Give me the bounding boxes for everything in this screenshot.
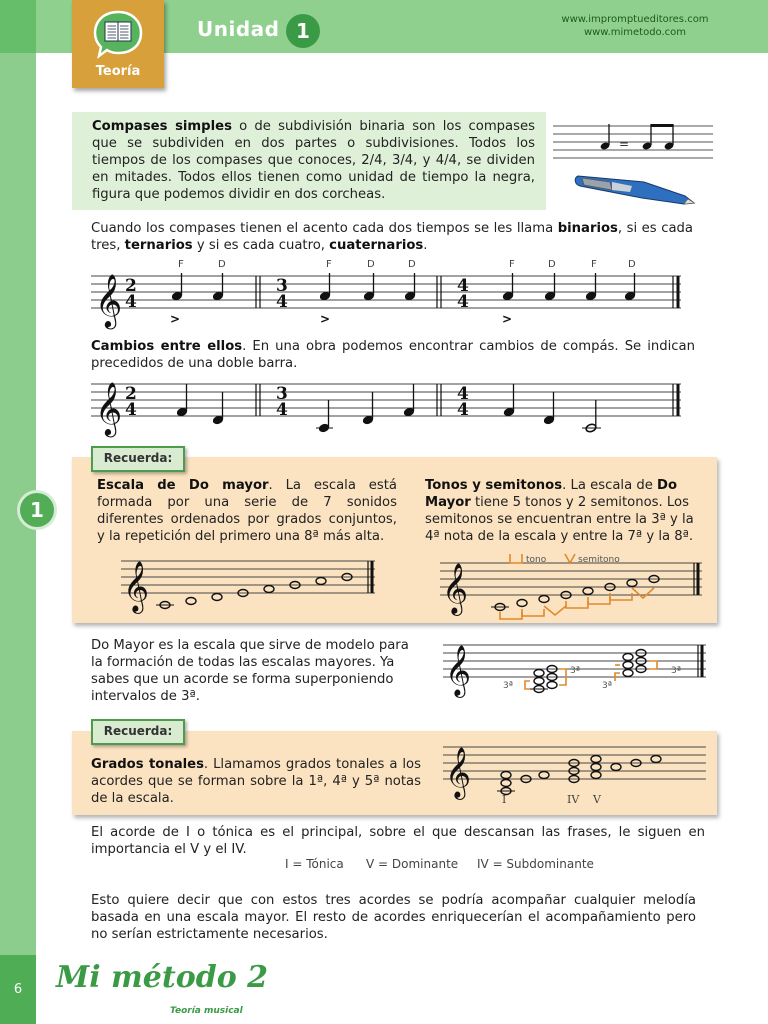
accent-mark: > [320, 312, 331, 326]
timesig-2-4-bottom: 4 [125, 292, 137, 312]
domayor-paragraph: Do Mayor es la escala que sirve de modelo para la formación de todas las escalas mayores. Ya sabes que un acorde se forma superponiendo intervalos de 3ª. [91, 638, 409, 704]
timesig-2-4-top: 2 [125, 276, 137, 296]
accent-patterns-staff [91, 256, 681, 326]
pen-icon [572, 172, 696, 206]
svg-text:𝄞: 𝄞 [95, 273, 123, 327]
svg-text:𝄞: 𝄞 [445, 645, 472, 696]
timesig-3-4-top: 3 [276, 276, 288, 296]
degree-roman-V: V [593, 793, 601, 806]
timesig-3-4-bottom: 4 [276, 400, 288, 420]
weak-beat-label: D [628, 259, 636, 270]
tonal-degrees-staff [443, 740, 706, 808]
timesig-4-4-bottom: 4 [457, 400, 469, 420]
brand-subtitle: Teoría musical [170, 1006, 243, 1016]
grados-text: Grados tonales. Llamamos grados tonales a los acordes que se forman sobre la 1ª, 4ª y 5ª notas de la escala. [91, 757, 421, 806]
meter-change-staff [91, 372, 681, 434]
svg-text:𝄞: 𝄞 [445, 747, 472, 798]
strong-beat-label: F [591, 259, 597, 270]
weak-beat-label: D [408, 259, 416, 270]
tonica-label: I = Tónica [285, 857, 344, 871]
acorde-paragraph: El acorde de I o tónica es el principal, sobre el que descansan las frases, le siguen en importancia el V y el IV. [91, 825, 705, 857]
book-speech-icon [92, 9, 144, 61]
svg-text:𝄞: 𝄞 [123, 561, 150, 612]
recuerda-label: Recuerda: [91, 446, 185, 472]
accent-mark: > [170, 312, 181, 326]
c-major-scale-staff [121, 557, 375, 615]
cambios-paragraph: Cambios entre ellos. En una obra podemos encontrar cambios de compás. Se indican precedidos de una doble barra. [91, 339, 695, 371]
timesig-4-4-top: 4 [457, 384, 469, 404]
weak-beat-label: D [548, 259, 556, 270]
third-label: 3ª [570, 666, 580, 676]
subdominante-label: IV = Subdominante [477, 857, 594, 871]
equals-sign: = [619, 137, 630, 151]
timesig-4-4-top: 4 [457, 276, 469, 296]
quarter-equals-eighths-staff [553, 124, 713, 164]
page-number: 6 [13, 982, 23, 997]
legend-semitono: semitono [578, 555, 620, 565]
timesig-2-4-top: 2 [125, 384, 137, 404]
escala-text: Escala de Do mayor. La escala está formada por una serie de 7 sonidos diferentes ordenados por grados conjuntos, y la repetición del primero una 8ª más alta. [97, 478, 397, 544]
tones-semitones-staff [440, 551, 702, 625]
section-label: Teoría [95, 64, 141, 79]
tonos-text: Tonos y semitonos. La escala de Do Mayor tiene 5 tonos y 2 semitonos. Los semitonos se encuentran entre la 3ª y la 4ª nota de la escala y entre la 7ª y la 8ª. [425, 478, 694, 544]
brand-logo-text: Mi método 2 [56, 960, 269, 995]
degree-roman-I: I [502, 793, 507, 806]
timesig-3-4-top: 3 [276, 384, 288, 404]
final-paragraph: Esto quiere decir que con estos tres acordes se podría acompañar cualquier melodía basada en una escala mayor. El resto de acordes enriquecerían el acompañamiento pero no serían estrictamente necesarios. [91, 893, 696, 942]
chord-building-staff [443, 638, 706, 698]
top-header-corner [0, 0, 36, 53]
url-impromptu[interactable]: www.impromptueditores.com [561, 14, 709, 25]
svg-text:𝄞: 𝄞 [95, 381, 123, 435]
accent-paragraph: Cuando los compases tienen el acento cada dos tiempos se les llama binarios, si es cada tres, ternarios y si es cada cuatro, cuaternarios. [91, 221, 693, 253]
strong-beat-label: F [326, 259, 332, 270]
side-unit-badge: 1 [20, 493, 54, 527]
weak-beat-label: D [218, 259, 226, 270]
unit-number-badge: 1 [286, 14, 320, 48]
timesig-3-4-bottom: 4 [276, 292, 288, 312]
strong-beat-label: F [509, 259, 515, 270]
recuerda-label: Recuerda: [91, 719, 185, 745]
legend-tono: tono [526, 555, 547, 565]
publisher-links [540, 13, 730, 39]
url-mimetodo[interactable]: www.mimetodo.com [583, 27, 687, 38]
timesig-2-4-bottom: 4 [125, 400, 137, 420]
third-label: 3ª [503, 681, 513, 691]
weak-beat-label: D [367, 259, 375, 270]
third-label: 3ª [602, 681, 612, 691]
degree-roman-IV: IV [567, 793, 580, 806]
strong-beat-label: F [178, 259, 184, 270]
timesig-4-4-bottom: 4 [457, 292, 469, 312]
third-label: 3ª [671, 666, 681, 676]
svg-text:𝄞: 𝄞 [442, 563, 469, 614]
dominante-label: V = Dominante [366, 857, 459, 871]
intro-text: Compases simples o de subdivisión binaria son los compases que se subdividen en dos partes o subdivisiones. Todos los tiempos de los compases que conoces, 2/4, 3/4, y 4/4, se dividen en mitades. Todos ellos tienen como unidad de tiempo la negra, figura que podemos dividir en dos corcheas. [92, 119, 535, 202]
unit-title: Unidad [197, 17, 280, 41]
accent-mark: > [502, 312, 513, 326]
